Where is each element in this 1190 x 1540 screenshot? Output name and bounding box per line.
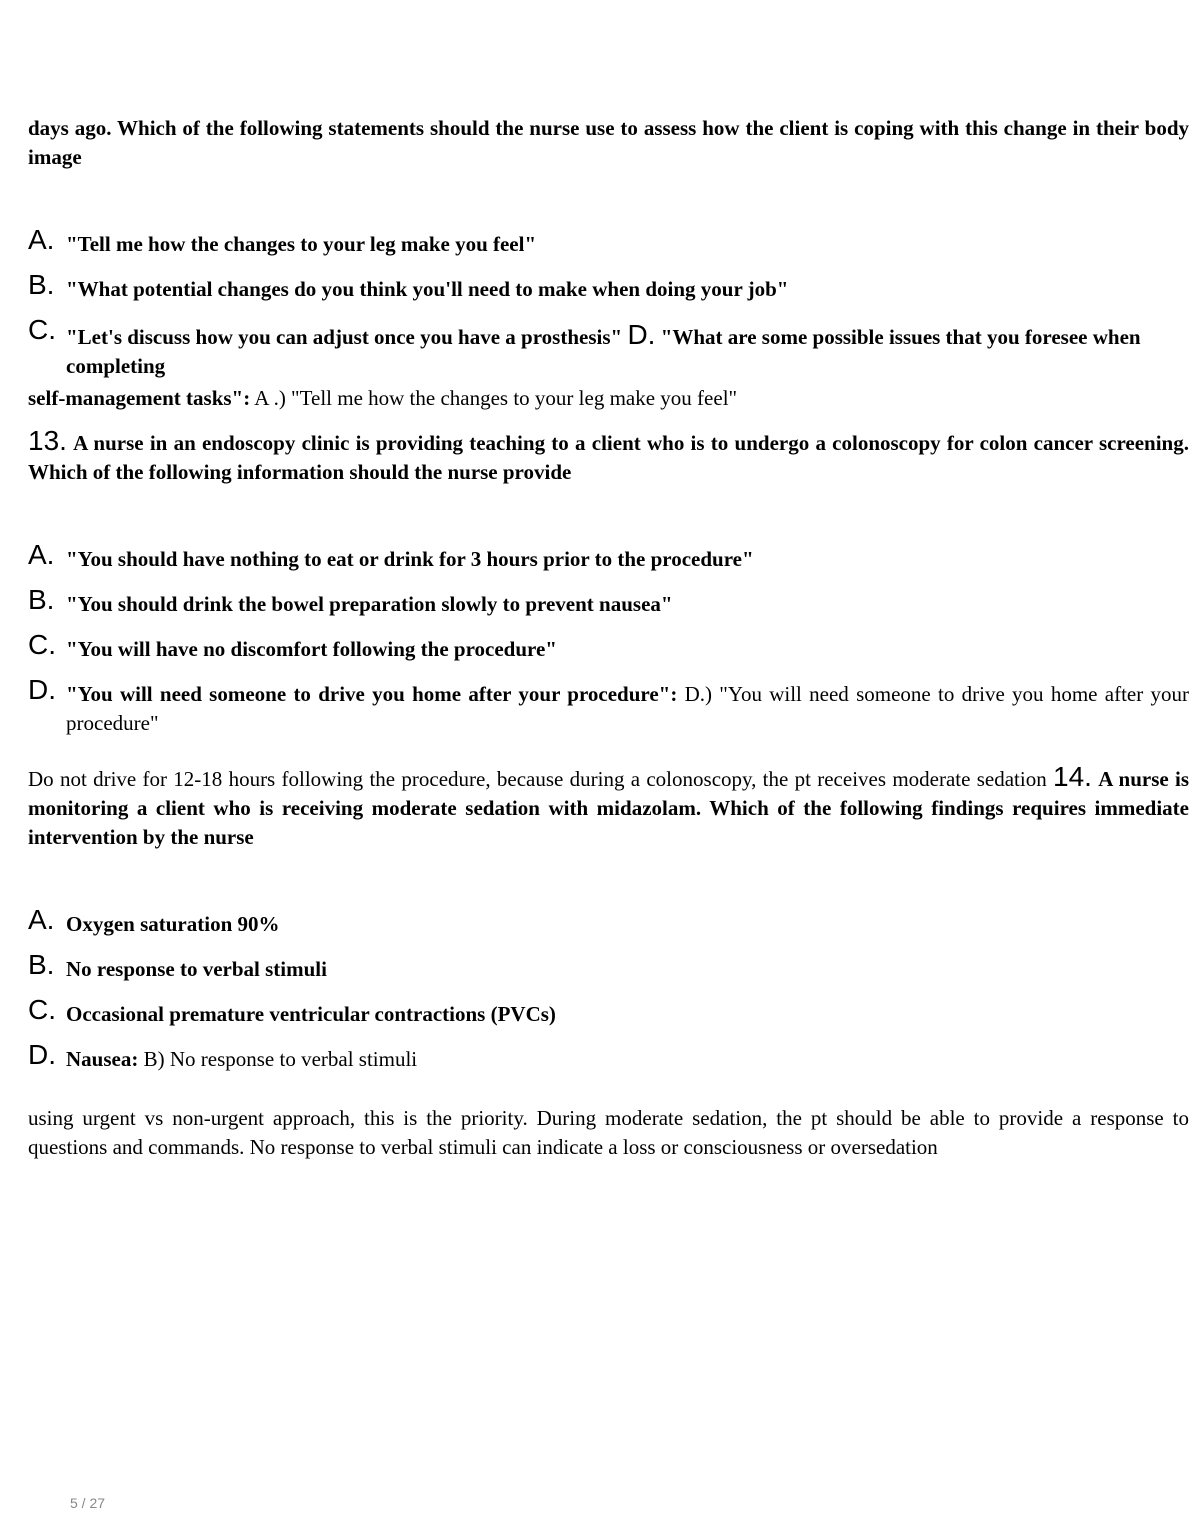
document-page bbox=[28, 114, 1189, 1162]
option-letter: D. bbox=[627, 319, 656, 350]
q13-option-a bbox=[28, 539, 1189, 574]
q12-stem: days ago. Which of the following statements should the nurse use to assess how the client is coping with this change in their body image bbox=[28, 116, 1189, 169]
option-letter: D. bbox=[28, 674, 56, 705]
question-stem: A nurse is monitoring a client who is receiving moderate sedation with midazolam. Which of the following findings requires immediate intervention by the nurse bbox=[28, 767, 1189, 849]
q14-option-a bbox=[28, 904, 1189, 939]
q14-option-c bbox=[28, 994, 1189, 1029]
option-letter: A. bbox=[28, 904, 55, 935]
q14-option-d bbox=[28, 1039, 1189, 1074]
question-number: 14. bbox=[1053, 761, 1092, 792]
answer-text: B) No response to verbal stimuli bbox=[138, 1047, 418, 1071]
option-letter: C. bbox=[28, 314, 56, 345]
option-text: Occasional premature ventricular contractions (PVCs) bbox=[66, 1002, 556, 1026]
q12-option-c-d bbox=[28, 314, 1189, 381]
option-text: "You will have no discomfort following the procedure" bbox=[66, 637, 557, 661]
q12-option-a bbox=[28, 224, 1189, 259]
option-letter: A. bbox=[28, 539, 55, 570]
option-letter: D. bbox=[28, 1039, 56, 1070]
q13-rationale-q14 bbox=[28, 762, 1189, 852]
rationale-text: Do not drive for 12-18 hours following the procedure, because during a colonoscopy, the pt receives moderate sedation bbox=[28, 767, 1053, 791]
option-letter: C. bbox=[28, 629, 56, 660]
option-text: "What potential changes do you think you'll need to make when doing your job" bbox=[66, 277, 789, 301]
q13-option-b bbox=[28, 584, 1189, 619]
option-text: "You should have nothing to eat or drink for 3 hours prior to the procedure" bbox=[66, 547, 754, 571]
q13-option-c bbox=[28, 629, 1189, 664]
option-text: Oxygen saturation 90% bbox=[66, 912, 280, 936]
answer-text: D.) "You will need someone to drive you home after your procedure" bbox=[66, 682, 1189, 735]
question-number: 13. bbox=[28, 425, 67, 456]
answer-text: A .) "Tell me how the changes to your leg make you feel" bbox=[250, 386, 738, 410]
option-text: "You should drink the bowel preparation slowly to prevent nausea" bbox=[66, 592, 673, 616]
option-text: "What are some possible issues that you foresee when completing bbox=[66, 325, 1141, 378]
option-text: "Tell me how the changes to your leg make you feel" bbox=[66, 232, 537, 256]
q12-answer-line bbox=[28, 384, 1189, 413]
q13-option-d bbox=[28, 674, 1189, 738]
option-letter: B. bbox=[28, 949, 55, 980]
page-number: 5 / 27 bbox=[70, 1495, 106, 1511]
q14-option-b bbox=[28, 949, 1189, 984]
option-text: No response to verbal stimuli bbox=[66, 957, 327, 981]
option-text: "Let's discuss how you can adjust once you have a prosthesis" bbox=[66, 325, 623, 349]
question-stem: A nurse in an endoscopy clinic is providing teaching to a client who is to undergo a colonoscopy for colon cancer screening. Which of the following information should the nurse provide bbox=[28, 431, 1189, 484]
option-letter: C. bbox=[28, 994, 56, 1025]
option-text-continued: self-management tasks": bbox=[28, 386, 251, 410]
q13-question bbox=[28, 426, 1189, 487]
q12-option-b bbox=[28, 269, 1189, 304]
option-letter: A. bbox=[28, 224, 55, 255]
option-letter: B. bbox=[28, 584, 55, 615]
q14-rationale: using urgent vs non-urgent approach, this is the priority. During moderate sedation, the pt should be able to provide a response to questions and commands. No response to verbal stimuli can indicate a loss or consciousness or oversedation bbox=[28, 1106, 1189, 1159]
option-text: "You will need someone to drive you home after your procedure": bbox=[66, 682, 678, 706]
option-text: Nausea: bbox=[66, 1047, 139, 1071]
option-letter: B. bbox=[28, 269, 55, 300]
